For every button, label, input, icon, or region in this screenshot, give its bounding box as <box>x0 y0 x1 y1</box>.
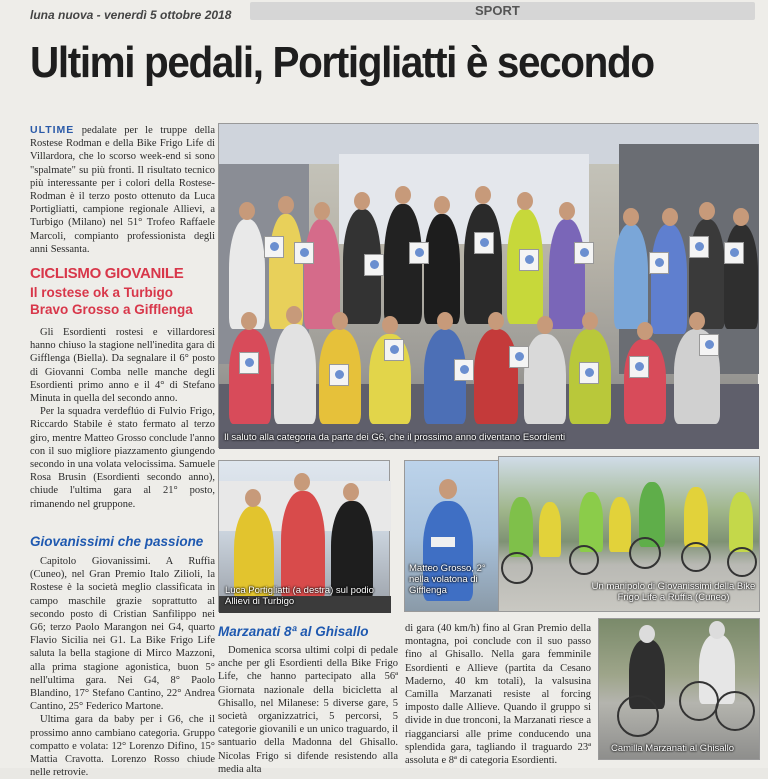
grosso-caption: Matteo Grosso, 2° nella volatona di Gifflenga <box>409 563 486 596</box>
subhead-line-1: Il rostese ok a Turbigo <box>30 285 174 300</box>
marzanati-paragraph-2: di gara (40 km/h) fino al Gran Premio della montagna, poi conclude con il suo passo fino al Ghisallo. Nella gara femminile Esordienti e Allieve (partita da Cesano Maderno, 40 km totali), la valsusina Camilla Marzanati resiste al forcing imposto dalle Allieve. Quando il gruppo si divide in due tronconi, la Marzanati riesce a riagganciarsi alle prime conducendo una splendida gara, tagliando il traguardo 23ª assoluta e 8ª di categoria Esordienti. <box>405 623 591 767</box>
grosso-photo <box>404 460 500 612</box>
section-subhead <box>30 284 220 318</box>
headline: Ultimi pedali, Portigliatti è secondo <box>30 38 654 87</box>
marzanati-body-2 <box>405 622 591 767</box>
section-kicker: CICLISMO GIOVANILE <box>30 265 184 282</box>
group-photo <box>218 123 758 448</box>
marzanati-heading: Marzanati 8ª al Ghisallo <box>218 624 369 639</box>
section-bar <box>250 2 755 20</box>
intro-paragraph <box>30 124 215 256</box>
giovanissimi-body <box>30 555 215 779</box>
intro-text: pedalate per le truppe della Rostese Rodman e della Bike Frigo Life di Villardora, che lo scorso week-end si sono "spalmate" su più fronti. Il risultato tecnico più interessante per i colori della Rostese-Rodman è il terzo posto ottenuto da Luca Portigliatti, campione regionale Allievi, a Turbigo (Milano) nel 51° Trofeo Raffaele Marcoli, compianto professionista degli anni Sessanta. <box>30 125 215 255</box>
subhead-line-2: Bravo Grosso a Gifflenga <box>30 302 193 317</box>
manipolo-photo <box>498 456 760 612</box>
giovanissimi-paragraph-1: Capitolo Giovanissimi. A Ruffia (Cuneo), nel Gran Premio Italo Zilioli, la Rostese è la società meglio classificata in campo maschile grazie soprattutto al secondo posto di Cristian Sanfilippo nei G6; terzo Paolo Marangon nei G4, quarto Flavio Sicilia nei G1. La Bike Frigo Life saluta la bella stagione di Mirco Mazzoni, alla prima stagione agonistica, buon 5° nell'ultima gara. Nei G4, 8° Paolo Blandino, 17° Stefano Cantino, 22° Andrea Cantino, 25° Federico Martone. <box>30 556 215 713</box>
camilla-caption: Camilla Marzanati al Ghisallo <box>611 743 735 754</box>
ciclismo-body <box>30 326 215 511</box>
lead-word: ULTIME <box>30 124 75 136</box>
marzanati-paragraph-1: Domenica scorsa ultimi colpi di pedale anche per gli Esordienti della Bike Frigo Life, che hanno partecipato alla 56ª Giornata nazionale della bicicletta al Ghisallo, nel Milanese: 5 diverse gare, 5 società organizzatrici, 5 percorsi, 5 categorie giovanili e un unico traguardo, il santuario della Madonna del Ghisallo. Nicolas Frigo si difende resistendo alla media alta <box>218 645 398 775</box>
masthead: luna nuova - venerdì 5 ottobre 2018 <box>30 8 232 22</box>
ciclismo-paragraph-2: Per la squadra verdeflúo di Fulvio Frigo, Riccardo Stabile è stato fermato al terzo giro, mentre Matteo Grosso conclude l'anno con il suo migliore piazzamento giungendo secondo in una volata velocissima. Samuele Rosa Brusin (Esordienti secondo anno), chiude l'ultima gara al 21° posto, rimanendo nel gruppone. <box>30 406 215 510</box>
ciclismo-paragraph-1: Gli Esordienti rostesi e villardoresi hanno chiuso la stagione nell'inedita gara di Gifflenga (Biella). Da segnalare il 6° posto di Giovanni Comba nelle manche degli Esordienti primo anno e il 4° di Stefano Minuta in quella del secondo anno. <box>30 327 215 405</box>
manipolo-caption: Un manipolo di Giovanissimi della Bike Frigo Life a Ruffia (Cuneo) <box>591 581 756 603</box>
giovanissimi-paragraph-2: Ultima gara da baby per i G6, che il prossimo anno cambiano categoria. Gruppo compatto e volata: 12° Lorenzo Difino, 15° Mattia Cravotta. Lorenzo Rosso chiude nelle retrovie. <box>30 714 215 779</box>
podium-caption: Luca Portigliatti (a destra) sul podio Allievi di Turbigo <box>225 585 374 607</box>
group-photo-caption: Il saluto alla categoria da parte dei G6, che il prossimo anno diventano Esordienti <box>224 432 566 443</box>
podium-photo <box>218 460 390 612</box>
marzanati-body-1 <box>218 644 398 776</box>
section-label: SPORT <box>475 3 520 18</box>
giovanissimi-heading: Giovanissimi che passione <box>30 534 204 549</box>
camilla-photo <box>598 618 760 760</box>
